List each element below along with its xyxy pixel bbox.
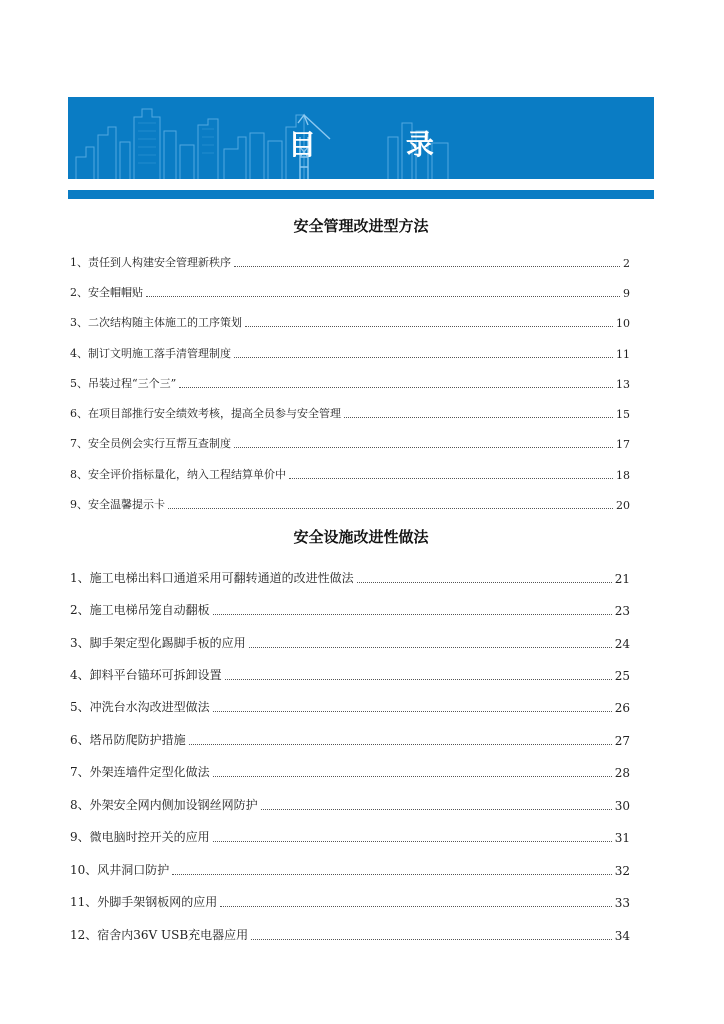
toc-entry[interactable] bbox=[70, 634, 630, 651]
section-title: 安全设施改进性做法 bbox=[293, 528, 429, 546]
toc-entry-label: 2、安全帽帽贴 bbox=[70, 286, 143, 299]
toc-entry-label: 2、施工电梯吊笼自动翻板 bbox=[70, 603, 210, 617]
toc-entry-label: 12、宿舍内36V USB充电器应用 bbox=[70, 928, 249, 942]
toc-entry-label: 9、微电脑时控开关的应用 bbox=[70, 830, 210, 844]
dot-leader bbox=[168, 507, 613, 509]
header-banner bbox=[68, 97, 654, 179]
dot-leader bbox=[234, 356, 613, 358]
dot-leader bbox=[234, 265, 620, 267]
toc-page-number: 10 bbox=[616, 317, 630, 330]
toc-page-number: 33 bbox=[614, 896, 630, 910]
toc-entry-label: 6、在项目部推行安全绩效考核，提高全员参与安全管理 bbox=[70, 407, 341, 420]
toc-entry[interactable] bbox=[70, 466, 630, 482]
dot-leader bbox=[261, 808, 612, 810]
toc-entry[interactable] bbox=[70, 345, 630, 361]
toc-entry[interactable] bbox=[70, 569, 630, 586]
toc-entry[interactable] bbox=[70, 666, 630, 683]
toc-page-number: 23 bbox=[614, 604, 630, 618]
dot-leader bbox=[289, 477, 613, 479]
toc-entry-label: 1、责任到人构建安全管理新秩序 bbox=[70, 256, 231, 269]
toc-entry-label: 11、外脚手架钢板网的应用 bbox=[70, 895, 218, 909]
section-title: 安全管理改进型方法 bbox=[293, 217, 429, 235]
toc-page-number: 21 bbox=[614, 572, 630, 586]
toc-page-number: 18 bbox=[616, 469, 630, 482]
dot-leader bbox=[146, 295, 620, 297]
toc-entry-label: 8、外架安全网内侧加设钢丝网防护 bbox=[70, 798, 258, 812]
toc-entry[interactable] bbox=[70, 861, 630, 878]
toc-entry[interactable] bbox=[70, 698, 630, 715]
dot-leader bbox=[245, 325, 613, 327]
toc-entry[interactable] bbox=[70, 828, 630, 845]
toc-entry[interactable] bbox=[70, 893, 630, 910]
toc-entry-label: 5、吊装过程“三个三” bbox=[70, 377, 177, 390]
dot-leader bbox=[172, 873, 611, 875]
dot-leader bbox=[357, 581, 612, 583]
toc-entry-label: 7、外架连墙件定型化做法 bbox=[70, 765, 210, 779]
toc-page-number: 13 bbox=[616, 378, 630, 391]
page-title: 目 录 bbox=[288, 128, 474, 161]
toc-entry[interactable] bbox=[70, 375, 630, 391]
toc-page-number: 24 bbox=[614, 637, 630, 651]
toc-entry-label: 4、制订文明施工落手清管理制度 bbox=[70, 347, 231, 360]
toc-entry-label: 5、冲洗台水沟改进型做法 bbox=[70, 700, 210, 714]
dot-leader bbox=[225, 678, 612, 680]
dot-leader bbox=[249, 646, 612, 648]
toc-entry-label: 4、卸料平台锚环可拆卸设置 bbox=[70, 668, 222, 682]
toc-entry-label: 9、安全温馨提示卡 bbox=[70, 498, 165, 511]
toc-page-number: 30 bbox=[614, 799, 630, 813]
dot-leader bbox=[213, 840, 612, 842]
toc-entry[interactable] bbox=[70, 405, 630, 421]
dot-leader bbox=[234, 446, 613, 448]
dot-leader bbox=[189, 743, 612, 745]
dot-leader bbox=[213, 613, 612, 615]
toc-entry-label: 7、安全员例会实行互帮互查制度 bbox=[70, 437, 231, 450]
toc-entry-label: 8、安全评价指标量化，纳入工程结算单价中 bbox=[70, 468, 286, 481]
toc-entry-label: 3、二次结构随主体施工的工序策划 bbox=[70, 316, 242, 329]
toc-entry-label: 3、脚手架定型化踢脚手板的应用 bbox=[70, 636, 246, 650]
toc-page-number: 32 bbox=[614, 864, 630, 878]
toc-entry-label: 10、风井洞口防护 bbox=[70, 863, 170, 877]
toc-page-number: 28 bbox=[614, 766, 630, 780]
toc-entry[interactable] bbox=[70, 496, 630, 512]
toc-page-number: 27 bbox=[614, 734, 630, 748]
dot-leader bbox=[344, 416, 613, 418]
toc-entry-label: 1、施工电梯出料口通道采用可翻转通道的改进性做法 bbox=[70, 571, 354, 585]
toc-entry[interactable] bbox=[70, 435, 630, 451]
toc-entry[interactable] bbox=[70, 731, 630, 748]
toc-entry[interactable] bbox=[70, 796, 630, 813]
toc-page-number: 15 bbox=[616, 408, 630, 421]
dot-leader bbox=[220, 905, 611, 907]
dot-leader bbox=[213, 775, 612, 777]
toc-page-number: 20 bbox=[616, 499, 630, 512]
toc-page-number: 2 bbox=[623, 257, 630, 270]
toc-entry-label: 6、塔吊防爬防护措施 bbox=[70, 733, 186, 747]
toc-page-number: 17 bbox=[616, 438, 630, 451]
toc-entry[interactable] bbox=[70, 763, 630, 780]
dot-leader bbox=[179, 386, 613, 388]
toc-page-number: 11 bbox=[616, 348, 630, 361]
dot-leader bbox=[251, 938, 612, 940]
header-stripe bbox=[68, 190, 654, 199]
toc-page-number: 25 bbox=[614, 669, 630, 683]
toc-entry[interactable] bbox=[70, 284, 630, 300]
toc-page-number: 9 bbox=[623, 287, 630, 300]
toc-entry[interactable] bbox=[70, 601, 630, 618]
toc-entry[interactable] bbox=[70, 314, 630, 330]
dot-leader bbox=[213, 710, 612, 712]
toc-page-number: 34 bbox=[614, 929, 630, 943]
toc-page-number: 26 bbox=[614, 701, 630, 715]
toc-entry[interactable] bbox=[70, 254, 630, 270]
toc-page-number: 31 bbox=[614, 831, 630, 845]
toc-entry[interactable] bbox=[70, 926, 630, 943]
